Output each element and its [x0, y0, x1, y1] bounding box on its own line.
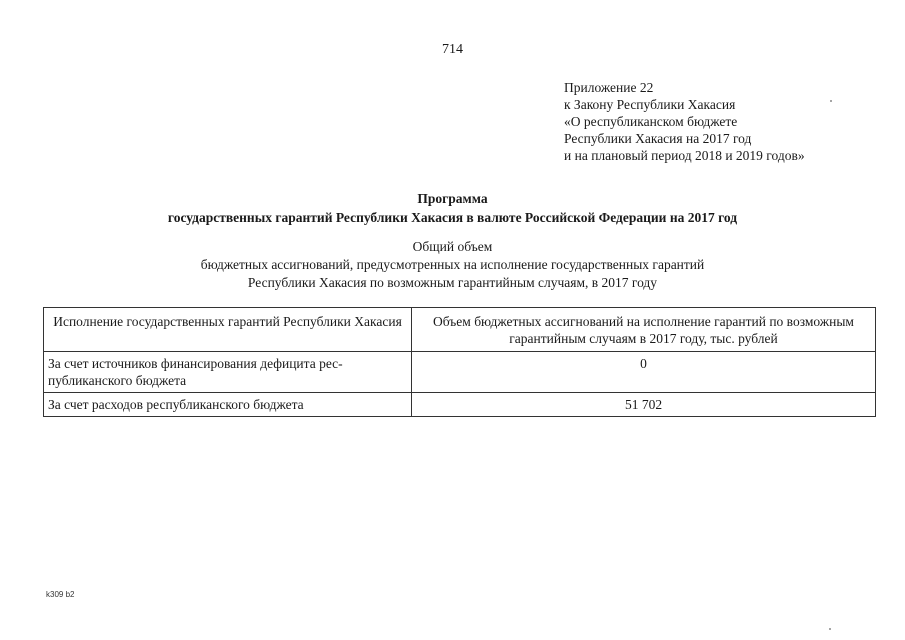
subtitle-line-2: бюджетных ассигнований, предусмотренных на исполнение государственных гарантий [200, 257, 705, 272]
table-header-row [44, 308, 876, 352]
title-line-2: государственных гарантий Республики Хакасия в валюте Российской Федерации на 2017 год [167, 210, 738, 225]
table-row [44, 393, 876, 417]
appendix-note [564, 79, 805, 164]
appendix-line: Приложение 22 [564, 80, 654, 95]
table-row [44, 352, 876, 393]
title-line-1: Программа [417, 191, 488, 206]
document-title [0, 189, 905, 227]
subtitle-line-1: Общий объем [412, 239, 493, 254]
appendix-line: и на плановый период 2018 и 2019 годов» [564, 148, 805, 163]
table-cell-amount: 51 702 [412, 393, 876, 417]
page-number: 714 [442, 42, 463, 57]
table-cell-source: За счет расходов республиканского бюджета [44, 393, 412, 417]
column-header-guarantee: Исполнение государственных гарантий Республики Хакасия [44, 308, 412, 352]
footer-code: k309 b2 [46, 590, 75, 599]
table-cell-amount: 0 [412, 352, 876, 393]
appendix-line: «О республиканском бюджете [564, 114, 738, 129]
table-cell-source: За счет источников финансирования дефицита рес-публиканского бюджета [44, 352, 412, 393]
appendix-line: Республики Хакасия на 2017 год [564, 131, 752, 146]
document-subtitle [0, 238, 905, 292]
scan-speck [829, 628, 831, 630]
appendix-line: к Закону Республики Хакасия [564, 97, 736, 112]
guarantees-table [43, 307, 876, 417]
column-header-allocation: Объем бюджетных ассигнований на исполнение гарантий по возможным гарантийным случаям в 2017 году, тыс. рублей [412, 308, 876, 352]
subtitle-line-3: Республики Хакасия по возможным гарантийным случаям, в 2017 году [247, 275, 658, 290]
scan-speck [830, 100, 832, 102]
